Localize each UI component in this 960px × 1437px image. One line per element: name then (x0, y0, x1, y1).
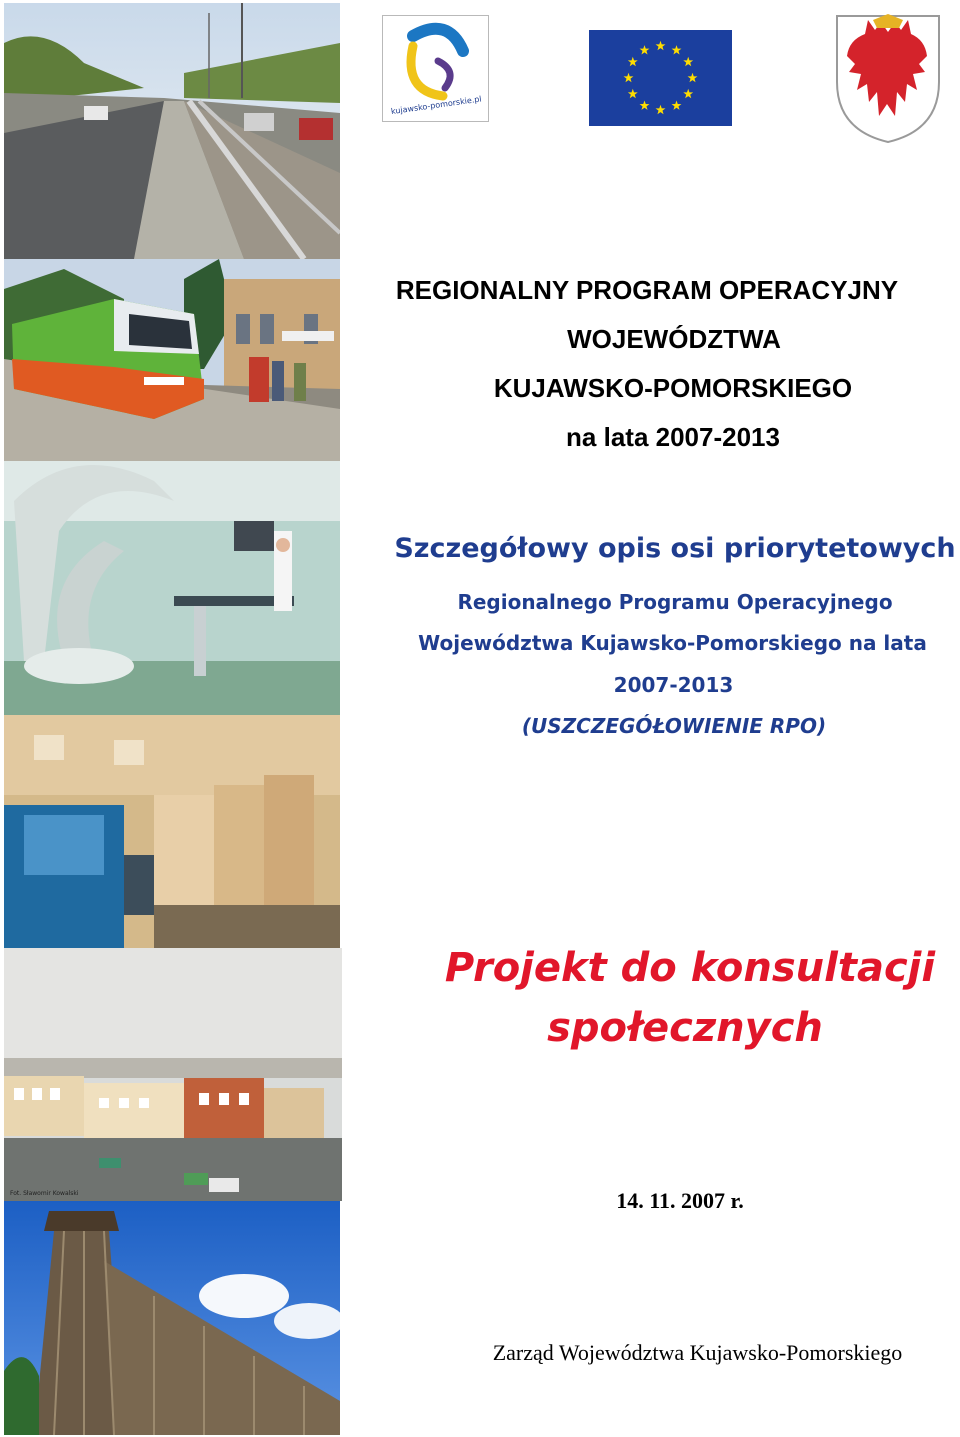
title-line-4: na lata 2007-2013 (566, 422, 780, 452)
description-line-4: (USZCZEGÓŁOWIENIE RPO) (521, 714, 827, 738)
photo-building (4, 948, 342, 1201)
subtitle: Szczegółowy opis osi priorytetowych (394, 533, 956, 564)
photo-train (4, 259, 340, 461)
title-line-1: REGIONALNY PROGRAM OPERACYJNY (395, 275, 899, 305)
description-line-1: Regionalnego Programu Operacyjnego (457, 590, 893, 614)
region-logo-text: kujawsko-pomorskie.pl (390, 94, 483, 117)
photo-tower (4, 1201, 340, 1435)
coat-of-arms-logo (833, 12, 943, 146)
photo-factory (4, 715, 340, 948)
document-date: 14. 11. 2007 r. (616, 1188, 744, 1213)
project-note-line-2: społecznych (547, 1005, 823, 1051)
description-line-3: 2007-2013 (613, 673, 734, 697)
project-note-line-1: Projekt do konsultacji (444, 945, 936, 991)
photo-hospital (4, 461, 340, 715)
photo-road (4, 3, 340, 259)
region-logo (382, 15, 489, 122)
photo-credit: Fot. Sławomir Kowalski (10, 1190, 79, 1197)
title-line-2: WOJEWÓDZTWA (567, 324, 781, 354)
photo-column (4, 0, 340, 1437)
title-line-3: KUJAWSKO-POMORSKIEGO (493, 373, 853, 403)
issuing-board: Zarząd Województwa Kujawsko-Pomorskiego (492, 1340, 903, 1365)
description-line-2: Województwa Kujawsko-Pomorskiego na lata (418, 631, 927, 655)
eu-flag-logo (589, 30, 732, 126)
